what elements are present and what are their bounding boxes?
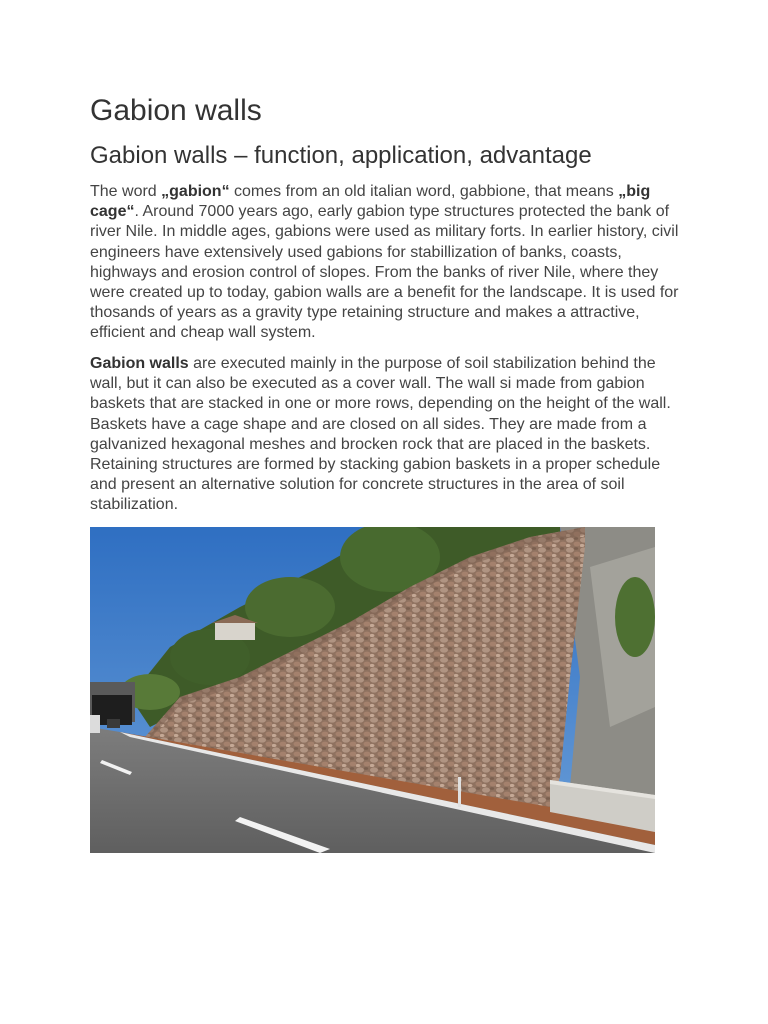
page-subtitle: Gabion walls – function, application, advantage <box>90 142 592 169</box>
text-run: . Around 7000 years ago, early gabion type structures protected the bank of river Nile. In middle ages, gabions were used as military forts. In earlier history, civil engineers have extensively used gabions for stabillization of banks, coasts, highways and erosion control of slopes. From the banks of river Nile, where they were created up to today, gabion walls are a benefit for the landscape. It is used for thosands of years as a gravity type retaining structure and makes a attractive, efficient and cheap wall system. <box>90 203 679 342</box>
text-run: are executed mainly in the purpose of soil stabilization behind the wall, but it can also be executed as a cover wall. The wall si made from gabion baskets that are stacked in one or more rows, depending on the height of the wall. Baskets have a cage shape and are closed on all sides. They are made from a galvanized hexagonal meshes and brocken rock that are placed in the baskets. Retaining structures are formed by stacking gabion baskets in a proper schedule and present an alternative solution for concrete structures in the area of soil stabilization. <box>90 355 671 514</box>
bold-term-gabion: „gabion“ <box>161 183 230 200</box>
text-run: comes from an old italian word, gabbione, that means <box>229 183 619 200</box>
bold-term-big-cage: „big cage“ <box>90 183 651 221</box>
bold-term-gabion-walls: Gabion walls <box>90 355 189 372</box>
page-title: Gabion walls <box>90 94 262 127</box>
gabion-wall-photo <box>90 527 655 853</box>
paragraph-intro <box>90 182 680 344</box>
text-run: The word <box>90 183 162 200</box>
paragraph-gabion-walls <box>90 354 680 516</box>
